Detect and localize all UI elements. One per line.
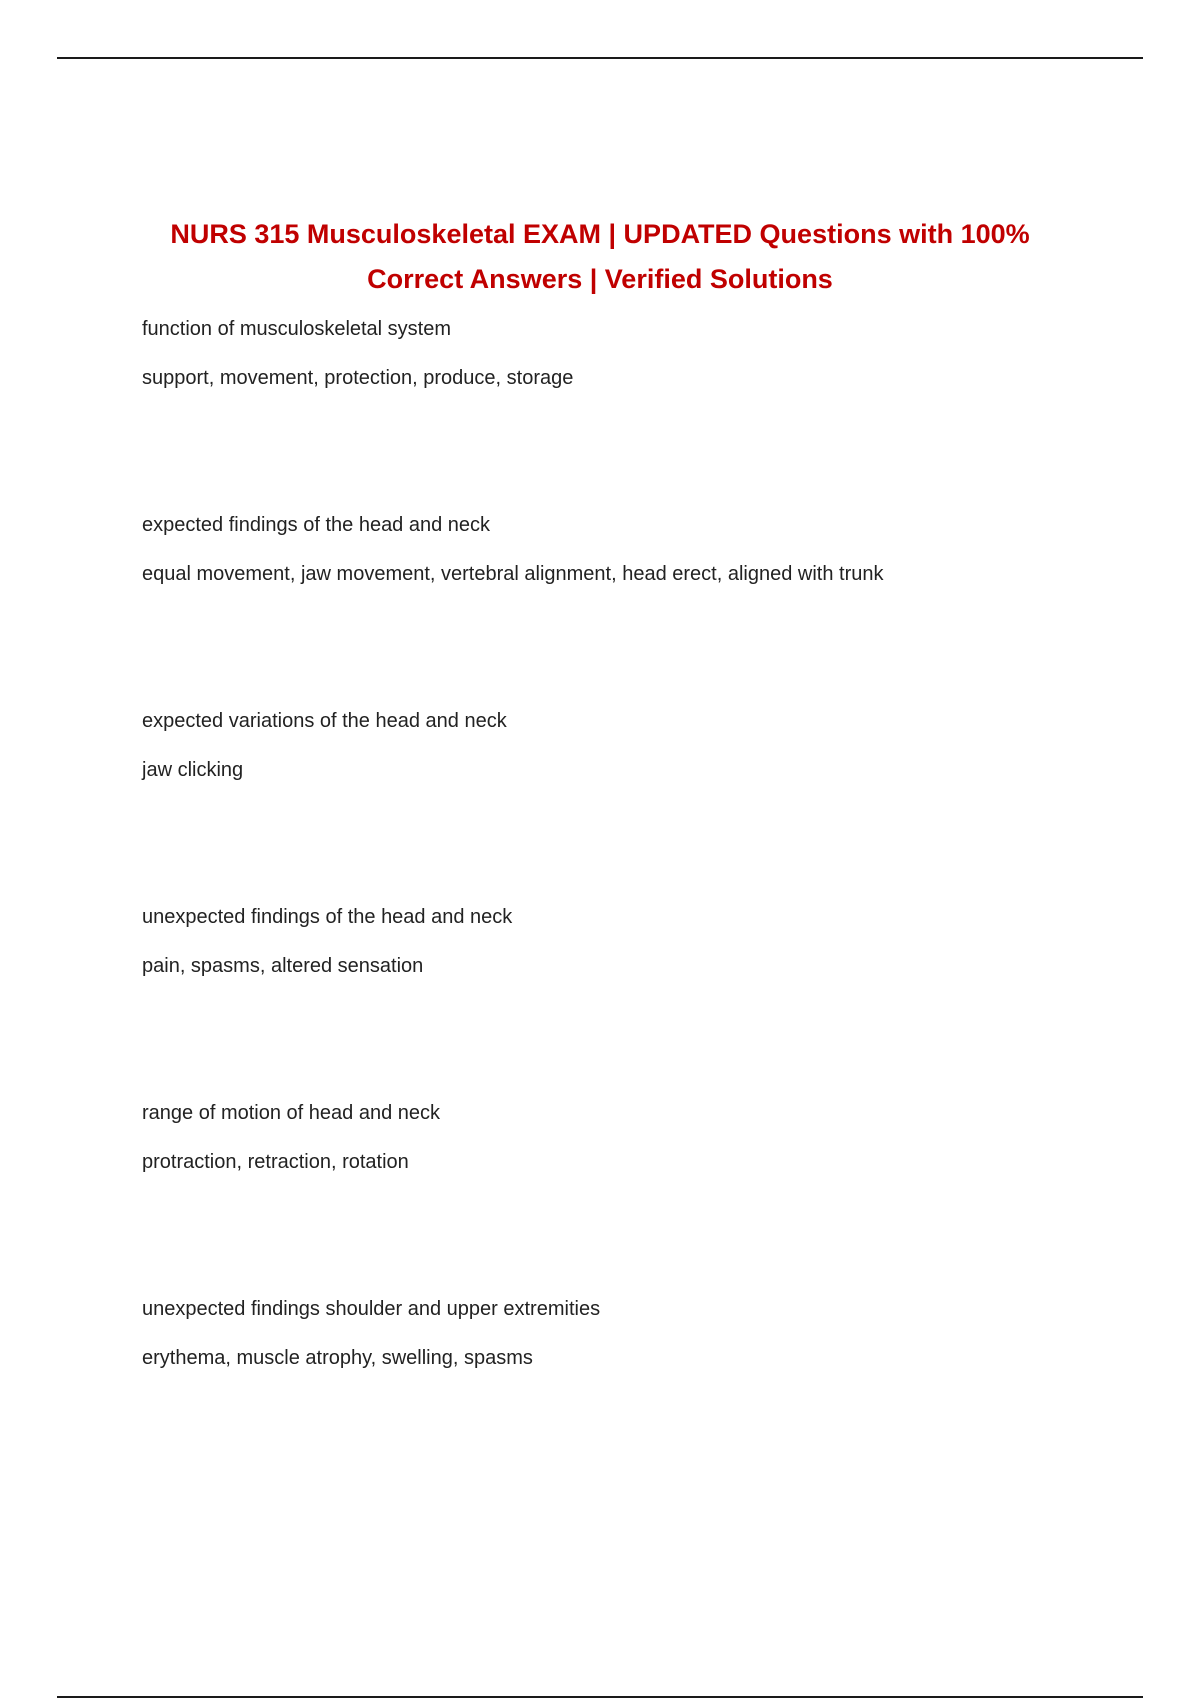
- qa-item: [142, 511, 1102, 707]
- qa-list: [142, 315, 1102, 1491]
- question-text: function of musculoskeletal system: [142, 318, 452, 340]
- bottom-rule: [57, 1696, 1143, 1698]
- question-text: unexpected findings shoulder and upper extremities: [142, 1298, 601, 1320]
- qa-item: [142, 903, 1102, 1099]
- question-text: expected findings of the head and neck: [142, 514, 491, 536]
- answer-text: erythema, muscle atrophy, swelling, spasms: [142, 1347, 533, 1369]
- answer-text: protraction, retraction, rotation: [142, 1151, 409, 1173]
- qa-item: [142, 1099, 1102, 1295]
- answer-text: jaw clicking: [142, 759, 244, 781]
- question-text: range of motion of head and neck: [142, 1102, 440, 1124]
- qa-item: [142, 315, 1102, 511]
- document-title: NURS 315 Musculoskeletal EXAM | UPDATED Questions with 100% Correct Answers | Verified Solutions: [170, 219, 1030, 294]
- question-text: unexpected findings of the head and neck: [142, 906, 513, 928]
- top-rule: [57, 57, 1143, 59]
- qa-item: [142, 1295, 1102, 1491]
- answer-text: equal movement, jaw movement, vertebral alignment, head erect, aligned with trunk: [142, 563, 884, 585]
- qa-item: [142, 707, 1102, 903]
- answer-text: support, movement, protection, produce, storage: [142, 367, 574, 389]
- question-text: expected variations of the head and neck: [142, 710, 507, 732]
- answer-text: pain, spasms, altered sensation: [142, 955, 424, 977]
